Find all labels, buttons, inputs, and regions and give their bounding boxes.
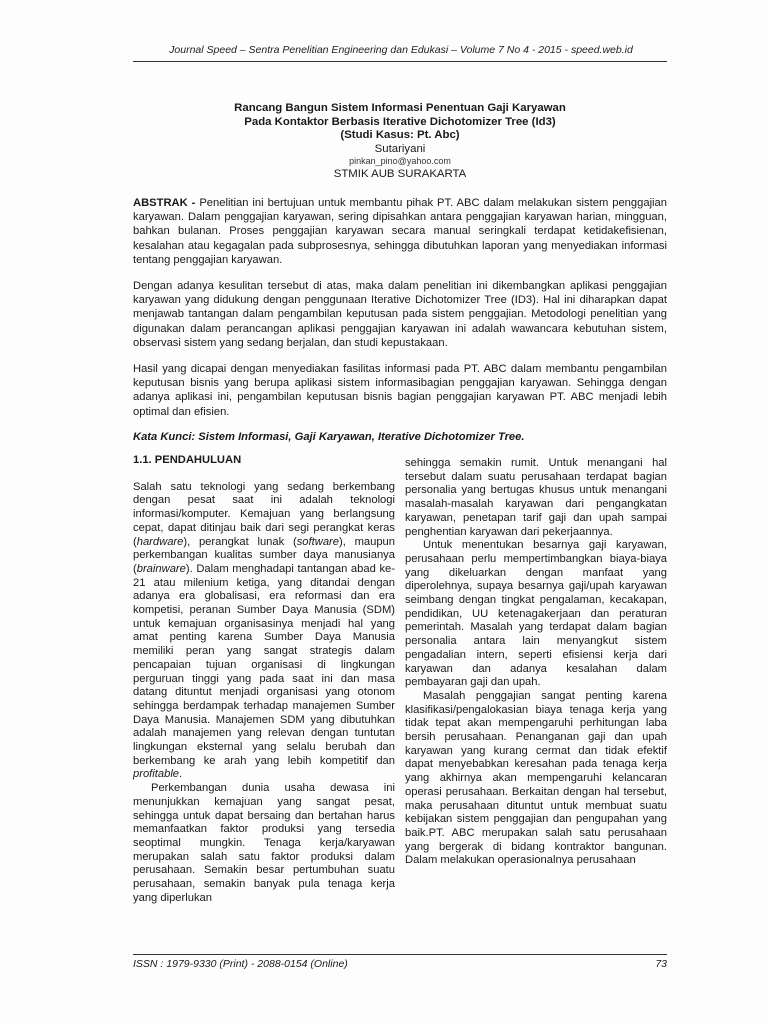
page-number: 73 bbox=[655, 958, 667, 970]
left-column bbox=[133, 454, 395, 906]
paper-title-line-2: Pada Kontaktor Berbasis Iterative Dichotomizer Tree (Id3) bbox=[244, 115, 556, 128]
body-paragraph-4: Untuk menentukan besarnya gaji karyawan, perusahaan perlu mempertimbangkan biaya-biaya yang dikeluarkan dengan manfaat yang diperolehnya, supaya besarnya gaji/upah karyawan seimbang dengan tingkat pengalaman, kecakapan, pendidikan, UU ketenagakerjaan dan peraturan pemerintah. Masalah yang terdapat dalam bagian personalia antara lain menyangkut sistem pengadalian intern, seperti efisiensi kerja dari karyawan dan adanya kesalahan dalam pembayaran gaji dan upah. bbox=[405, 539, 667, 689]
abstract-text-1: Penelitian ini bertujuan untuk membantu pihak PT. ABC dalam melakukan sistem penggajian karyawan. Dalam penggajian karyawan, sering dipisahkan antara penggajian karyawan harian, mingguan, bahkan bulanan. Proses penggajian karyawan secara manual seringkali terdapat ketidakefisienan, kesalahan atau kegagalan pada subprosesnya, sehingga dibutuhkan laporan yang menyediakan informasi tentang penggajian karyawan. bbox=[133, 197, 667, 266]
abstract-paragraph-1 bbox=[133, 196, 667, 267]
term-profitable: profitable bbox=[133, 768, 180, 781]
body-text: Salah satu teknologi yang sedang berkembang dengan pesat saat ini adalah teknologi informasi/komputer. Kemajuan yang berlangsung cepat, dapat ditinjau baik dari segi perangkat keras ( bbox=[133, 480, 395, 548]
body-paragraph-2: Perkembangan dunia usaha dewasa ini menunjukkan kemajuan yang sangat pesat, sehingga untuk dapat bersaing dan bertahan harus memanfaatkan faktor produksi yang tersedia seoptimal mungkin. Tenaga kerja/karyawan merupakan salah satu faktor produksi dalam perusahaan. Semakin besar pertumbuhan suatu perusahaan, semakin banyak pula tenaga kerja yang diperlukan bbox=[133, 782, 395, 904]
body-text: ). Dalam menghadapi tantangan abad ke-21 atau milenium ketiga, yang ditandai dengan adanya era globalisasi, era reformasi dan era kompetisi, peranan Sumber Daya Manusia (SDM) untuk kemajuan organisasinya menjadi hal yang amat penting karena Sumber Daya Manusia memiliki peran yang sangat strategis dalam pencapaian tujuan organisasi di lingkungan perguruan tinggi yang pada saat ini dan masa datang dituntut menjadi organisasi yang otonom sehingga berdampak terhadap manajemen Sumber Daya Manusia. Manajemen SDM yang dibutuhkan adalah manajemen yang relevan dengan tuntutan lingkungan eksternal yang selalu berubah dan berkembang ke arah yang lebih kompetitif dan bbox=[133, 562, 395, 767]
title-block bbox=[133, 102, 667, 181]
abstract-paragraph-3: Hasil yang dicapai dengan menyediakan fasilitas informasi pada PT. ABC dalam membantu pengambilan keputusan bisnis yang berupa aplikasi sistem informasibagian penggajian karyawan. Sehingga dengan adanya aplikasi ini, pengambilan keputusan bisnis bagian penggajian karyawan PT. ABC menjadi lebih optimal dan efisien. bbox=[133, 363, 667, 418]
author-name: Sutariyani bbox=[374, 142, 426, 155]
abstract-section bbox=[133, 196, 667, 443]
section-heading: 1.1. PENDAHULUAN bbox=[133, 454, 242, 466]
journal-header: Journal Speed – Sentra Penelitian Engineering dan Edukasi – Volume 7 No 4 - 2015 - speed.web.id bbox=[169, 44, 633, 56]
footer-issn: ISSN : 1979-9330 (Print) - 2088-0154 (Online) bbox=[133, 958, 348, 970]
abstract-paragraph-2: Dengan adanya kesulitan tersebut di atas, maka dalam penelitian ini dikembangkan aplikasi penggajian karyawan yang didukung dengan penggunaan Iterative Dichotomizer Tree (ID3). Hal ini diharapkan dapat menjawab tantangan dalam pengambilan keputusan pada sistem penggajian. Metodologi penelitian yang digunakan dalam perancangan aplikasi penggajian karyawan ini adalah wawancara kebutuhan sistem, observasi sistem yang sedang berjalan, dan studi kepustakaan. bbox=[133, 280, 667, 349]
body-paragraph-5: Masalah penggajian sangat penting karena klasifikasi/pengalokasian biaya tenaga kerja yang tidak tepat akan mempengaruhi perhitungan laba bersih perusahaan. Penanganan gaji dan upah karyawan yang kurang cermat dan tidak efektif dapat menyebabkan keresahan pada tenaga kerja yang akhirnya akan mempengaruhi kelancaran operasi perusahaan. Berkaitan dengan hal tersebut, maka perusahaan dituntut untuk membuat suatu kebijakan sistem penggajian dan pengupahan yang baik.PT. ABC merupakan salah satu perusahaan yang bergerak di bidang kontraktor bangunan. Dalam melakukan operasionalnya perusahaan bbox=[405, 689, 667, 867]
body-text: . bbox=[179, 768, 183, 781]
keywords: Kata Kunci: Sistem Informasi, Gaji Karyawan, Iterative Dichotomizer Tree. bbox=[133, 430, 525, 443]
author-email: pinkan_pino@yahoo.com bbox=[349, 155, 451, 166]
term-brainware: brainware bbox=[136, 562, 186, 575]
term-software: software bbox=[296, 535, 339, 548]
paper-title-line-3: (Studi Kasus: Pt. Abc) bbox=[340, 129, 460, 141]
body-text: ), perangkat lunak ( bbox=[183, 535, 297, 548]
paper-title-line-1: Rancang Bangun Sistem Informasi Penentuan Gaji Karyawan bbox=[234, 102, 566, 114]
body-paragraph-1 bbox=[133, 481, 395, 782]
abstract-label: ABSTRAK - bbox=[133, 197, 196, 209]
right-column bbox=[405, 457, 667, 868]
footer-rule bbox=[133, 954, 667, 955]
term-hardware: hardware bbox=[136, 535, 184, 548]
header-rule bbox=[133, 61, 667, 62]
body-text: ), maupun perkembangan kualitas sumber daya manusianya ( bbox=[133, 535, 395, 575]
body-paragraph-3: sehingga semakin rumit. Untuk menangani hal tersebut dalam suatu perusahaan terdapat bagian personalia yang bertugas khusus untuk menangani masalah-masalah karyawan dari pengangkatan karyawan, penetapan tarif gaji dan upah sampai penghentian karyawan dari pekerjaannya. bbox=[405, 457, 667, 538]
author-affiliation: STMIK AUB SURAKARTA bbox=[333, 167, 467, 180]
